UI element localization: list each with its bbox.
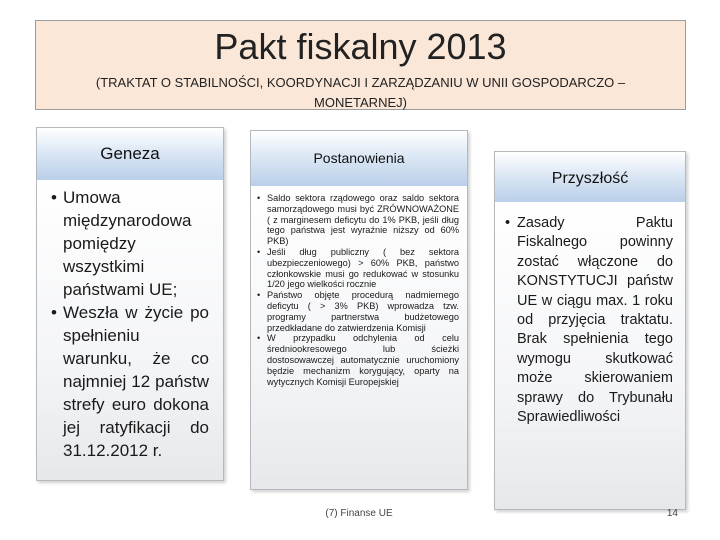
panel-postanowienia-heading: Postanowienia <box>251 131 467 187</box>
geneza-list <box>51 186 209 462</box>
page-number: 14 <box>666 508 678 519</box>
list-item: • Weszła w życie po spełnieniu warunku, że co najmniej 12 państw strefy euro dokona jej ratyfikacji do 31.12.2012 r. <box>51 301 209 462</box>
list-item: • Jeśli dług publiczny ( bez sektora ubezpieczeniowego) > 60% PKB, państwo członkowskie musi go redukować w stosunku 1/20 jego wielkości rocznie <box>257 247 459 290</box>
przyszlosc-list <box>505 214 673 427</box>
panel-geneza-heading: Geneza <box>37 128 223 181</box>
list-item: • Saldo sektora rządowego oraz saldo sektora samorządowego musi być ZRÓWNOWAŻONE ( z marginesem deficytu do 1% PKB, jeśli dług tego państwa jest wyraźnie niższy od 60% PKB) <box>257 193 459 247</box>
footer-source: (7) Finanse UE <box>325 508 393 519</box>
list-item: • Umowa międzynarodowa pomiędzy wszystkimi państwami UE; <box>51 186 209 301</box>
panel-przyszlosc <box>494 151 686 510</box>
title-banner <box>35 20 686 110</box>
slide-subtitle: (TRAKTAT O STABILNOŚCI, KOORDYNACJI I ZARZĄDZANIU W UNII GOSPODARCZO – MONETARNEJ) <box>95 75 626 110</box>
list-item: • W przypadku odchylenia od celu średniookresowego lub ścieżki dostosowawczej automatycznie uruchomiony będzie mechanizm korygujący, oparty na wytycznych Komisji Europejskiej <box>257 333 459 387</box>
postanowienia-list <box>257 193 459 387</box>
list-item: • Państwo objęte procedurą nadmiernego deficytu ( > 3% PKB) wprowadza tzw. programy partnerstwa budżetowego przedkładane do zatwierdzenia Komisji <box>257 290 459 333</box>
slide-title: Pakt fiskalny 2013 <box>214 26 507 67</box>
panel-przyszlosc-heading: Przyszłość <box>495 152 685 203</box>
list-item: • Zasady Paktu Fiskalnego powinny zostać włączone do KONSTYTUCJI państw UE w ciągu max. 1 roku od przyjęcia traktatu. Brak spełnienia tego wymogu skutkować może skierowaniem sprawy do Trybunału Sprawiedliwości <box>505 214 673 427</box>
panel-przyszlosc-body <box>495 202 685 509</box>
panel-postanowienia <box>250 130 468 490</box>
panel-geneza-body <box>37 180 223 480</box>
panel-postanowienia-body <box>251 186 467 489</box>
panel-geneza <box>36 127 224 481</box>
